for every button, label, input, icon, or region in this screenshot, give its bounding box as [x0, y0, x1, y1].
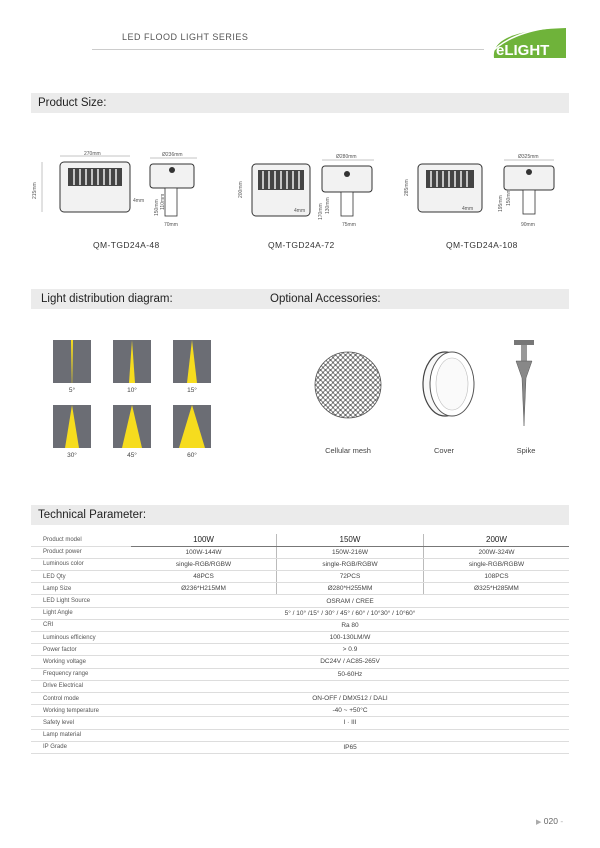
beam-label-10: 10° [127, 387, 137, 394]
svg-text:285mm: 285mm [404, 179, 410, 196]
table-row: Working temperature -40 ~ +50°C [31, 705, 569, 717]
table-row: Safety level I · III [31, 717, 569, 729]
accessory-label-mesh: Cellular mesh [325, 446, 371, 455]
accessory-label-cover: Cover [433, 446, 454, 455]
table-row: IP Grade IP65 [31, 741, 569, 753]
svg-text:70mm: 70mm [164, 222, 178, 228]
table-row: Power factor > 0.9 [31, 644, 569, 656]
svg-text:90mm: 90mm [521, 222, 535, 228]
svg-text:195mm: 195mm [498, 195, 504, 212]
light-distribution-heading: Light distribution diagram: [41, 293, 173, 305]
beam-5 [53, 340, 91, 383]
svg-text:170mm: 170mm [318, 203, 324, 220]
elight-logo [488, 24, 568, 60]
accessories-heading: Optional Accessories: [270, 293, 381, 305]
dimension-drawing-108 [404, 150, 574, 230]
beam-label-30: 30° [67, 452, 77, 459]
product-size-heading: Product Size: [31, 93, 569, 113]
table-row: LED Qty 48PCS 72PCS 108PCS [31, 571, 569, 583]
svg-text:270mm: 270mm [84, 151, 101, 157]
beam-label-60: 60° [187, 452, 197, 459]
cover-image [412, 348, 482, 420]
beam-label-15: 15° [187, 387, 197, 394]
beam-label-45: 45° [127, 452, 137, 459]
beam-45 [113, 405, 151, 448]
spike-image [512, 338, 536, 430]
model-label-108: QM-TGD24A-108 [446, 240, 518, 250]
spec-table [31, 534, 569, 754]
table-row: Product model 100W 150W 200W [31, 534, 569, 546]
beam-60 [173, 405, 211, 448]
technical-heading: Technical Parameter: [31, 505, 569, 525]
svg-text:75mm: 75mm [342, 222, 356, 228]
svg-text:4mm: 4mm [133, 198, 145, 204]
beam-15 [173, 340, 211, 383]
model-label-48: QM-TGD24A-48 [93, 240, 160, 250]
table-row: CRI Ra 80 [31, 619, 569, 631]
table-row: Drive Electrical [31, 680, 569, 692]
accessory-label-spike: Spike [516, 446, 536, 455]
table-row: Light Angle 5° / 10° /15° / 30° / 45° / 60° / 10°30° / 10°60° [31, 607, 569, 619]
table-row: Luminous color single-RGB/RGBW single-RGB/RGBW single-RGB/RGBW [31, 558, 569, 570]
dimension-drawing-48 [32, 150, 212, 230]
svg-text:Ø280mm: Ø280mm [336, 154, 357, 160]
svg-text:4mm: 4mm [462, 206, 474, 212]
svg-text:150mm: 150mm [506, 189, 512, 206]
svg-text:200mm: 200mm [238, 181, 244, 198]
svg-text:Ø236mm: Ø236mm [162, 152, 183, 158]
page-number-text: 020 [543, 816, 558, 826]
page-number [536, 816, 563, 826]
beam-10 [113, 340, 151, 383]
beam-30 [53, 405, 91, 448]
svg-text:130mm: 130mm [325, 197, 331, 214]
model-label-72: QM-TGD24A-72 [268, 240, 335, 250]
series-title: LED FLOOD LIGHT SERIES [122, 32, 249, 42]
svg-text:215mm: 215mm [32, 182, 38, 199]
table-row: Lamp Size Ø236*H215MM Ø280*H255MM Ø325*H285MM [31, 583, 569, 595]
dash-icon: - [560, 816, 564, 826]
svg-text:4mm: 4mm [294, 208, 306, 214]
play-icon: ▶ [536, 819, 542, 826]
header-divider [92, 49, 484, 50]
svg-text:110mm: 110mm [160, 193, 166, 210]
dimension-drawing-72 [238, 150, 398, 230]
cellular-mesh-image [313, 350, 383, 420]
table-row: Luminous efficiency 100-130LM/W [31, 632, 569, 644]
table-row: Control mode ON-OFF / DMX512 / DALI [31, 692, 569, 704]
table-row: Lamp material [31, 729, 569, 741]
table-row: Product power 100W-144W 150W-216W 200W-324W [31, 546, 569, 558]
beam-label-5: 5° [68, 387, 76, 394]
table-row: LED Light Source OSRAM / CREE [31, 595, 569, 607]
table-row: Working voltage DC24V / AC85-265V [31, 656, 569, 668]
svg-text:150mm: 150mm [154, 199, 160, 216]
table-row: Frequency range 50-60Hz [31, 668, 569, 680]
svg-text:Ø325mm: Ø325mm [518, 154, 539, 160]
logo-text: eLIGHT [496, 42, 550, 59]
